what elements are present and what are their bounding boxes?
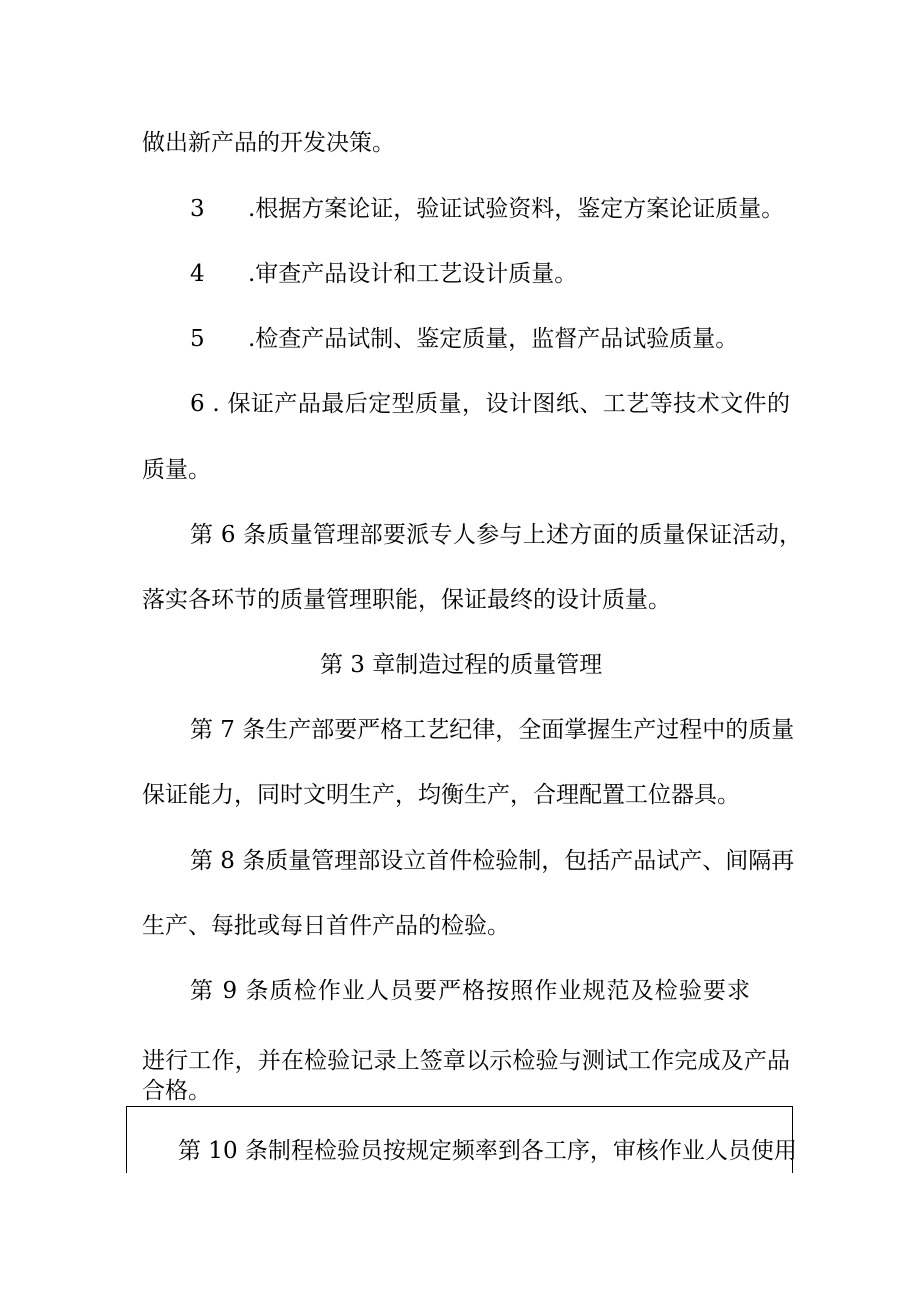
article-6-line-1: 第 6 条质量管理部要派专人参与上述方面的质量保证活动， bbox=[190, 522, 802, 548]
article-9-line-3: 合格。 bbox=[142, 1078, 211, 1104]
list-text: .根据方案论证，验证试验资料，鉴定方案论证质量。 bbox=[248, 196, 785, 222]
article-8-line-2: 生产、每批或每日首件产品的检验。 bbox=[142, 913, 510, 939]
list-number: 3 bbox=[190, 196, 205, 222]
article-7-line-1: 第 7 条生产部要严格工艺纪律，全面掌握生产过程中的质量 bbox=[190, 717, 795, 743]
article-9-line-2: 进行工作，并在检验记录上签章以示检验与测试工作完成及产品 bbox=[142, 1048, 790, 1074]
list-item-4 bbox=[190, 259, 577, 289]
text-line: 做出新产品的开发决策。 bbox=[142, 130, 395, 156]
article-8-line-1: 第 8 条质量管理部设立首件检验制，包括产品试产、间隔再 bbox=[190, 848, 795, 874]
list-number: 4 bbox=[190, 261, 205, 287]
list-item-3 bbox=[190, 194, 784, 224]
list-item-6-continued: 质量。 bbox=[142, 457, 211, 483]
list-item-6: 6 . 保证产品最后定型质量，设计图纸、工艺等技术文件的 bbox=[190, 391, 790, 417]
list-item-5 bbox=[190, 324, 738, 354]
list-number: 5 bbox=[190, 326, 205, 352]
list-text: .审查产品设计和工艺设计质量。 bbox=[248, 261, 578, 287]
list-text: .检查产品试制、鉴定质量，监督产品试验质量。 bbox=[248, 326, 739, 352]
article-9-line-1: 第 9 条质检作业人员要严格按照作业规范及检验要求 bbox=[190, 978, 750, 1004]
article-6-line-2: 落实各环节的质量管理职能，保证最终的设计质量。 bbox=[142, 587, 671, 613]
article-10-line-1: 第 10 条制程检验员按规定频率到各工序，审核作业人员使用 bbox=[178, 1138, 797, 1164]
article-7-line-2: 保证能力，同时文明生产，均衡生产，合理配置工位器具。 bbox=[142, 782, 740, 808]
chapter-heading: 第 3 章制造过程的质量管理 bbox=[320, 652, 603, 678]
